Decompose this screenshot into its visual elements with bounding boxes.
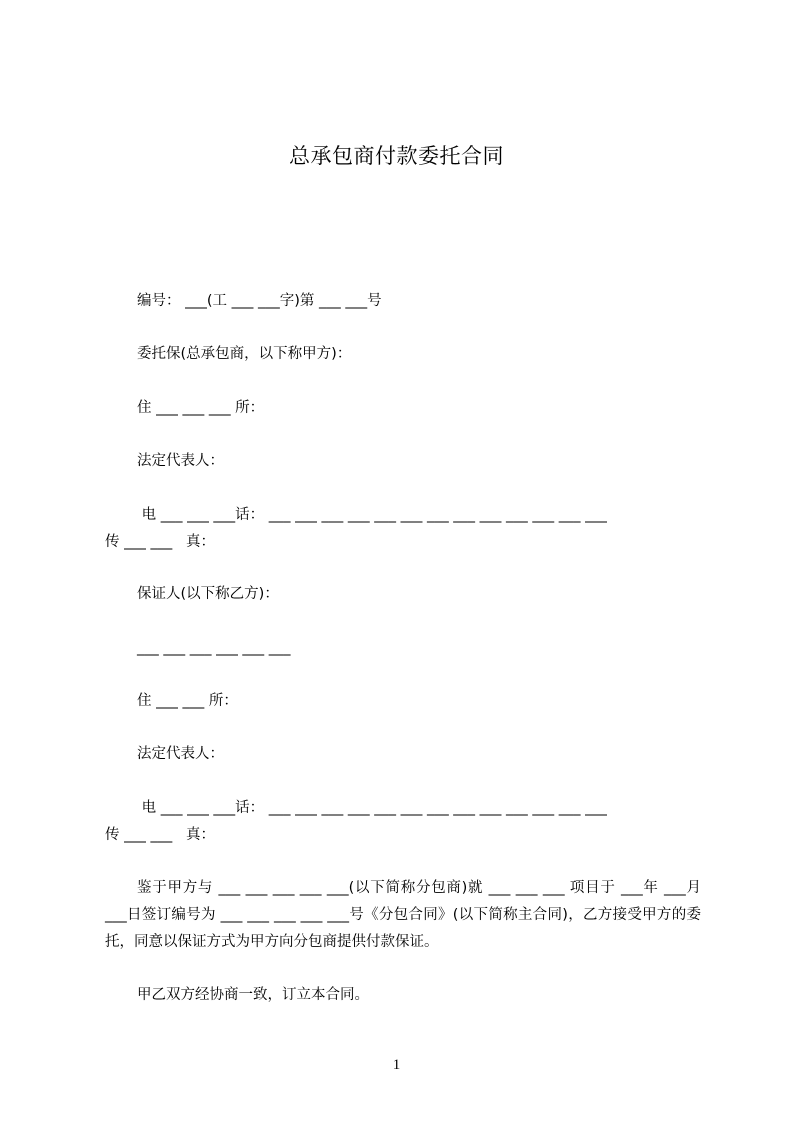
client-party-line: 委托保(总承包商，以下称甲方)： bbox=[137, 346, 352, 362]
client-fax-line: 传 ___ ___ 真： bbox=[105, 534, 216, 550]
client-representative-line: 法定代表人： bbox=[137, 453, 224, 469]
document-title: 总承包商付款委托合同 bbox=[289, 144, 504, 168]
guarantor-address-line: 住 ___ ___ 所： bbox=[137, 693, 238, 709]
page-number: 1 bbox=[392, 1057, 401, 1073]
guarantor-party-line: 保证人(以下称乙方)： bbox=[137, 586, 279, 602]
guarantor-phone-line: 电 ___ ___ ___话： ___ ___ ___ ___ ___ ___ ___ ___ ___ ___ ___ ___ ___ bbox=[137, 800, 607, 816]
guarantor-name-blank: ___ ___ ___ ___ ___ ___ bbox=[137, 640, 291, 656]
guarantor-representative-line: 法定代表人： bbox=[137, 746, 224, 762]
client-phone-line: 电 ___ ___ ___话： ___ ___ ___ ___ ___ ___ ___ ___ ___ ___ ___ ___ ___ bbox=[137, 507, 607, 523]
guarantor-fax-line: 传 ___ ___ 真： bbox=[105, 827, 216, 843]
contract-number-line: 编号： ___(工 ___ ___字)第 ___ ___号 bbox=[137, 293, 382, 309]
client-address-line: 住 ___ ___ ___ 所： bbox=[137, 400, 265, 416]
agreement-paragraph: 甲乙双方经协商一致，订立本合同。 bbox=[137, 987, 369, 1003]
recital-paragraph: 鉴于甲方与 ___ ___ ___ ___ ___(以下简称分包商)就 ___ ___ ___ 项目于 ___年 ___月 ___日签订编号为 ___ ___ ___ ___ ___号《分包合同》(以下简称主合同)，乙方接受甲方的委托，同意以保证方式为甲方向分包商提供付款保证。 bbox=[105, 880, 701, 950]
